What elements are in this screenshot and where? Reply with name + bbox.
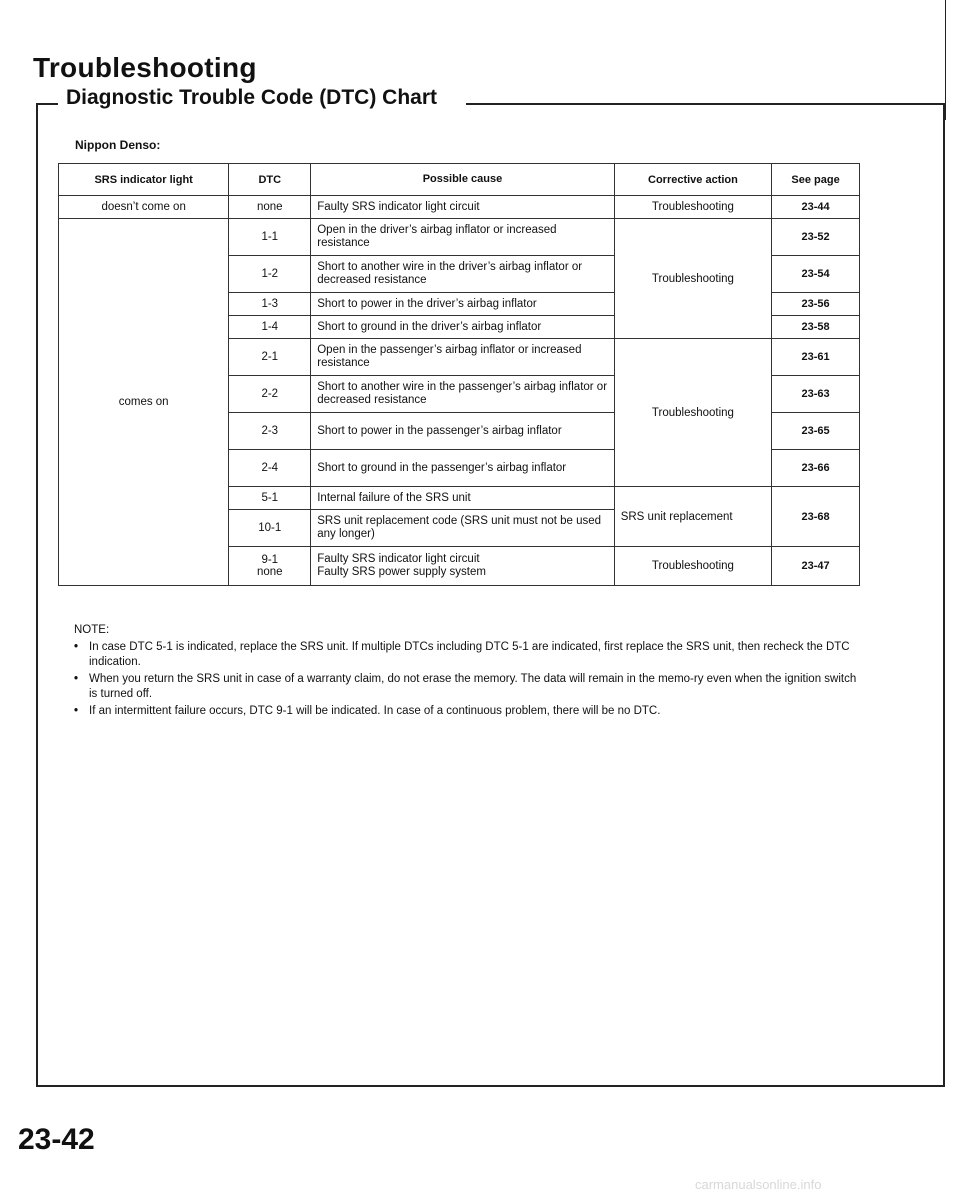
dtc-table [58,163,860,586]
dtc-cell: 2-2 [229,376,311,413]
section-title: Diagnostic Trouble Code (DTC) Chart [66,86,443,110]
frame-top-rule-left [36,103,58,105]
manufacturer-label: Nippon Denso: [75,138,161,152]
note-item [74,704,864,719]
notes-block [74,623,864,721]
note-item [74,640,864,670]
action-cell: Troubleshooting [614,339,771,487]
indicator-cell: comes on [59,219,229,586]
bullet-icon: • [74,705,79,717]
notes-list [74,640,864,719]
page-cell: 23-65 [772,413,860,450]
dtc-cell: 1-4 [229,316,311,339]
page-cell: 23-47 [772,547,860,586]
note-text: If an intermittent failure occurs, DTC 9-1 will be indicated. In case of a continuous problem, there will be no DTC. [89,705,661,717]
page-cell: 23-66 [772,450,860,487]
dtc-cell: 1-1 [229,219,311,256]
action-cell: Troubleshooting [614,547,771,586]
cause-cell: Faulty SRS indicator light circuit [311,196,614,219]
cause-cell: Short to power in the driver’s airbag inflator [311,293,614,316]
dtc-cell: 2-4 [229,450,311,487]
dtc-cell [229,547,311,586]
dtc-cell: 5-1 [229,487,311,510]
table-row [59,219,860,256]
page-cell: 23-54 [772,256,860,293]
dtc-cell: 1-3 [229,293,311,316]
watermark: carmanualsonline.info [695,1177,822,1192]
note-text: In case DTC 5-1 is indicated, replace the SRS unit. If multiple DTCs including DTC 5-1 are indicated, first replace the SRS unit, then recheck the DTC indication. [89,641,850,668]
cause-cell: Short to ground in the passenger’s airbag inflator [311,450,614,487]
note-item [74,672,864,702]
page-title: Troubleshooting [33,52,257,83]
page-cell: 23-61 [772,339,860,376]
page-number: 23-42 [18,1123,95,1156]
action-cell: SRS unit replacement [614,487,771,547]
margin-rule [945,0,946,120]
dtc-cell: 2-3 [229,413,311,450]
cause-cell: Open in the passenger’s airbag inflator or increased resistance [311,339,614,376]
dtc-value: none [256,566,283,578]
dtc-cell: none [229,196,311,219]
dtc-cell: 2-1 [229,339,311,376]
bullet-icon: • [74,673,79,685]
action-cell: Troubleshooting [614,219,771,339]
cause-value: Faulty SRS indicator light circuit [317,553,480,565]
dtc-cell: 10-1 [229,510,311,547]
action-cell: Troubleshooting [614,196,771,219]
page-cell: 23-52 [772,219,860,256]
bullet-icon: • [74,641,79,653]
col-header-cause: Possible cause [311,164,614,196]
indicator-cell: doesn’t come on [59,196,229,219]
col-header-page: See page [772,164,860,196]
table-row [59,196,860,219]
cause-cell: Internal failure of the SRS unit [311,487,614,510]
note-text: When you return the SRS unit in case of a warranty claim, do not erase the memory. The data will remain in the memo-ry even when the ignition switch is turned off. [89,673,857,700]
frame-top-rule-right [466,103,945,105]
dtc-cell: 1-2 [229,256,311,293]
cause-cell: Short to another wire in the passenger’s airbag inflator or decreased resistance [311,376,614,413]
cause-cell: Open in the driver’s airbag inflator or increased resistance [311,219,614,256]
col-header-action: Corrective action [614,164,771,196]
col-header-dtc: DTC [229,164,311,196]
page-cell: 23-58 [772,316,860,339]
notes-heading: NOTE: [74,624,110,636]
col-header-indicator: SRS indicator light [59,164,229,196]
cause-cell: Short to ground in the driver’s airbag inflator [311,316,614,339]
page-cell: 23-56 [772,293,860,316]
cause-cell: Short to power in the passenger’s airbag inflator [311,413,614,450]
page-cell: 23-63 [772,376,860,413]
cause-cell: SRS unit replacement code (SRS unit must not be used any longer) [311,510,614,547]
page-cell: 23-68 [772,487,860,547]
page-cell: 23-44 [772,196,860,219]
cause-cell: Short to another wire in the driver’s airbag inflator or decreased resistance [311,256,614,293]
cause-value: Faulty SRS power supply system [317,566,486,578]
dtc-value: 9-1 [261,554,279,566]
cause-cell [311,547,614,586]
table-header-row [59,164,860,196]
